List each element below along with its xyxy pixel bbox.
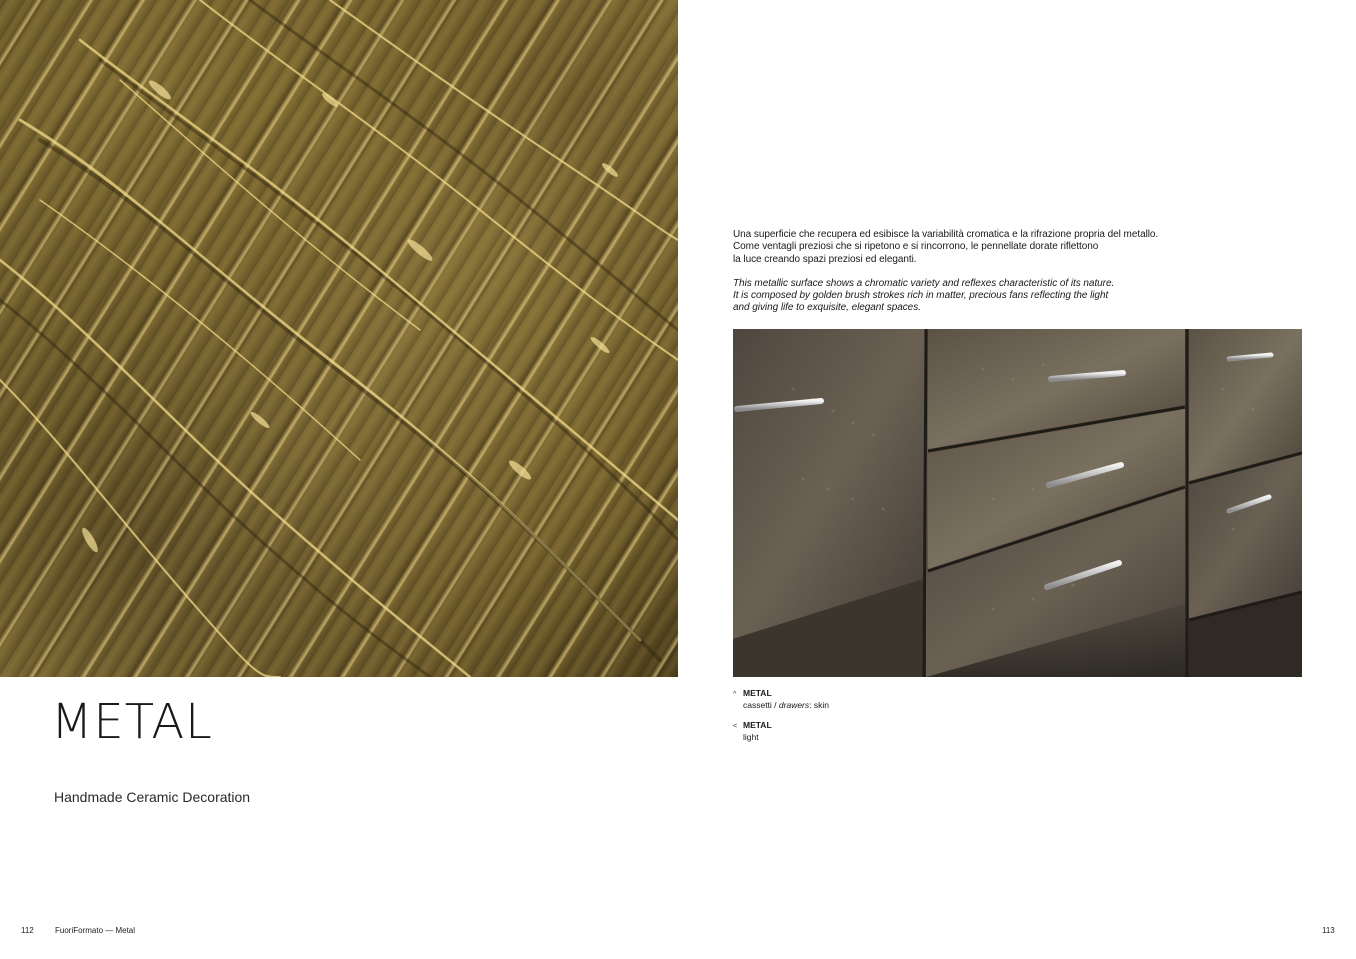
description-english-line: It is composed by golden brush strokes rich in matter, precious fans reflecting the light	[733, 290, 1109, 302]
metal-drawers-cabinet-photo	[733, 329, 1302, 677]
caption-name: METAL	[743, 688, 772, 698]
caret-left-icon: <	[733, 723, 738, 730]
caption-detail-prefix: cassetti /	[743, 700, 779, 710]
page-number-left: 112	[21, 926, 34, 935]
caption-detail-italic: drawers	[778, 700, 810, 710]
running-footer: FuoriFormato — Metal	[55, 926, 136, 935]
texture-highlights	[0, 0, 678, 677]
caption-detail: light	[743, 732, 759, 742]
description-italian	[733, 229, 1253, 266]
image-caption	[733, 720, 772, 743]
page-title: METAL	[51, 694, 213, 750]
caret-up-icon: ^	[733, 691, 737, 698]
drawers-illustration	[733, 329, 1302, 677]
description-english-line: and giving life to exquisite, elegant spaces.	[733, 302, 921, 314]
caption-name: METAL	[743, 720, 772, 730]
caption-detail-suffix: : skin	[809, 700, 829, 710]
image-caption	[733, 688, 829, 711]
description-english-line: This metallic surface shows a chromatic variety and reflexes characteristic of its nature.	[733, 277, 1115, 289]
product-description	[733, 229, 1253, 315]
description-italian-line: la luce creando spazi preziosi ed eleganti.	[733, 253, 917, 265]
description-english	[733, 278, 1253, 315]
page-number-right: 113	[1322, 926, 1335, 935]
caption-detail	[733, 700, 829, 711]
gold-brushstroke-texture-photo	[0, 0, 678, 677]
product-subtitle: Handmade Ceramic Decoration	[54, 789, 251, 805]
description-italian-line: Come ventagli preziosi che si ripetono e si rincorrono, le pennellate dorate riflettono	[733, 241, 1099, 253]
description-italian-line: Una superficie che recupera ed esibisce la variabilità cromatica e la rifrazione propria del metallo.	[733, 229, 1159, 240]
